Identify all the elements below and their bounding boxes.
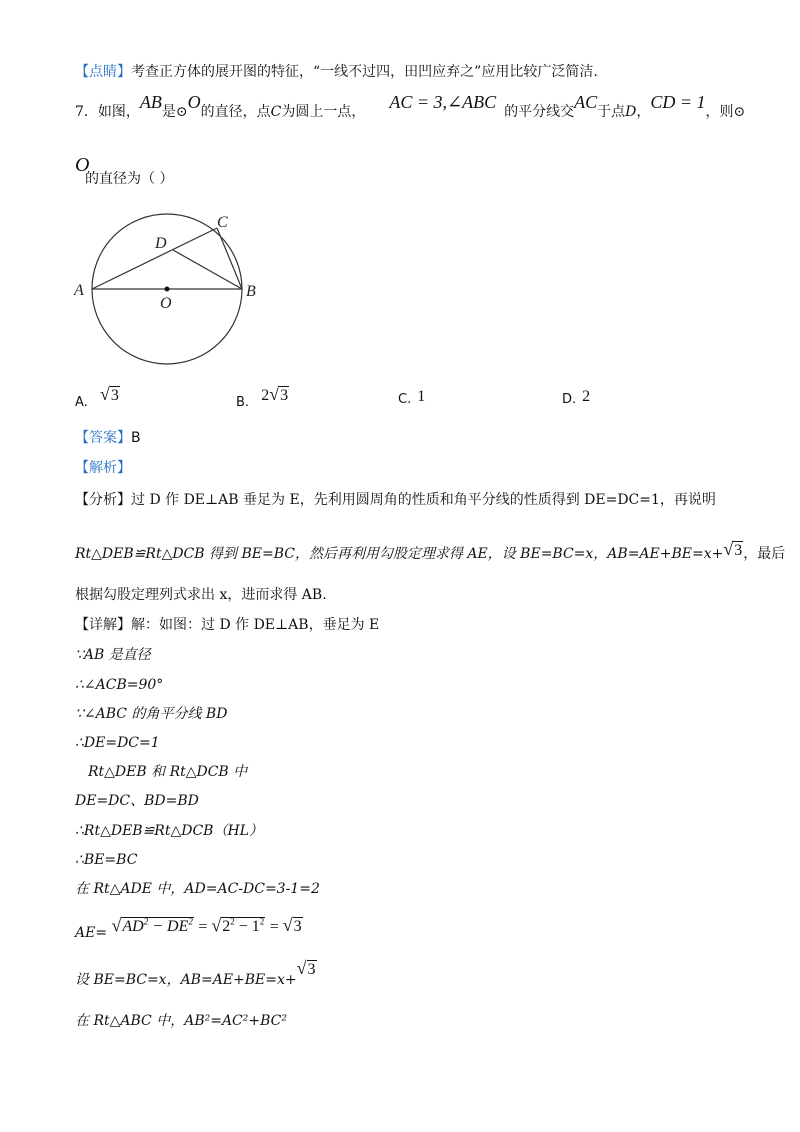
option-d[interactable] bbox=[562, 390, 590, 408]
question-ac: AC bbox=[574, 92, 598, 112]
option-d-value: 2 bbox=[582, 388, 591, 405]
fenxi-bracket: 【分析】 bbox=[75, 492, 131, 508]
formula-root-2: $√2^2 - 1^2$ bbox=[211, 915, 265, 936]
answer-bracket: 【答案】 bbox=[75, 430, 131, 446]
question-ab: AB bbox=[139, 92, 162, 112]
label-a: A bbox=[74, 282, 84, 299]
label-d: D bbox=[155, 235, 167, 252]
detail-bracket: 【详解】 bbox=[75, 617, 131, 633]
detail-head-text: 解：如图：过 D 作 DE⊥AB，垂足为 E bbox=[131, 617, 380, 633]
step-6: DE=DC、BD=BD bbox=[75, 793, 199, 809]
option-b-coef: 2 bbox=[261, 387, 270, 404]
step-11-root: 3 bbox=[307, 961, 316, 978]
label-b: B bbox=[246, 283, 256, 300]
question-condition: AC = 3,∠ABC bbox=[389, 92, 497, 112]
step-11-text: 设 BE=BC=x，AB=AE+BE=x+ bbox=[75, 972, 297, 988]
fenxi-text-2b: ，最后 bbox=[743, 546, 786, 562]
step-11-sqrt: √3 bbox=[296, 958, 316, 978]
detail-head bbox=[75, 615, 379, 635]
question-text: 于点 bbox=[597, 104, 626, 120]
step-5: Rt△DEB 和 Rt△DCB 中 bbox=[88, 764, 248, 780]
center-point bbox=[165, 287, 170, 292]
question-line-1 bbox=[75, 92, 746, 126]
label-c: C bbox=[217, 214, 228, 231]
option-a-label: A. bbox=[75, 395, 88, 410]
step-11 bbox=[75, 958, 317, 991]
question-text: ， bbox=[636, 104, 651, 120]
question-text: 为圆上一点， bbox=[281, 104, 366, 120]
formula-ad: AD bbox=[122, 918, 144, 936]
option-c-label: C. bbox=[398, 392, 412, 407]
question-text: 的平分线交 bbox=[504, 104, 575, 120]
step-4: ∴DE=DC=1 bbox=[75, 735, 160, 751]
question-c: C bbox=[270, 104, 282, 120]
fenxi-root: 3 bbox=[734, 542, 743, 559]
step-10-formula: $AE= √AD^2 - DE^2 = √2^2 - 1^2 = √3$ bbox=[75, 912, 303, 942]
option-b-value: 2√3 bbox=[261, 384, 289, 404]
option-c-value: 1 bbox=[417, 388, 426, 405]
step-8: ∴BE=BC bbox=[75, 852, 138, 868]
answer-line bbox=[75, 428, 141, 448]
formula-one: 1 bbox=[251, 918, 260, 936]
step-7: ∴Rt△DEB≌Rt△DCB（HL） bbox=[75, 823, 263, 839]
fenxi-text-2: Rt△DEB≌Rt△DCB 得到 BE=BC，然后再利用勾股定理求得 AE，设 BE=BC=x，AB=AE+BE=x+ bbox=[75, 546, 724, 562]
fenxi-line-2 bbox=[75, 539, 786, 565]
option-a-value: √3 bbox=[99, 384, 119, 404]
option-a-root: 3 bbox=[110, 387, 119, 404]
question-text: 的直径为（ ） bbox=[85, 171, 174, 187]
tip-text: 考查正方体的展开图的特征，“一线不过四，田凹应弃之”应用比较广泛简洁. bbox=[131, 64, 598, 80]
step-1: ∵AB 是直径 bbox=[75, 647, 151, 663]
option-b-root: 3 bbox=[280, 387, 289, 404]
formula-two: 2 bbox=[222, 918, 231, 936]
option-a[interactable] bbox=[75, 384, 120, 411]
formula-three: 3 bbox=[293, 918, 302, 936]
question-cd: CD = 1 bbox=[650, 92, 706, 112]
question-text: 是⊙ bbox=[161, 104, 188, 120]
question-o2: O bbox=[75, 154, 90, 176]
formula-de: DE bbox=[167, 918, 189, 936]
step-3: ∵∠ABC 的角平分线 BD bbox=[75, 706, 228, 722]
circle-figure bbox=[70, 205, 280, 370]
tip-bracket: 【点睛】 bbox=[75, 64, 131, 80]
tip-line bbox=[75, 62, 598, 82]
formula-root-1: $√AD^2 - DE^2$ bbox=[111, 915, 193, 936]
question-text: 的直径，点 bbox=[200, 104, 271, 120]
question-o: O bbox=[187, 92, 201, 112]
fenxi-sqrt: √3 bbox=[723, 539, 743, 559]
option-b[interactable] bbox=[236, 384, 289, 411]
analysis-heading: 【解析】 bbox=[75, 460, 131, 476]
step-9: 在 Rt△ADE 中，AD=AC-DC=3-1=2 bbox=[75, 881, 320, 897]
answer-value: B bbox=[131, 430, 141, 446]
option-b-label: B. bbox=[236, 395, 250, 410]
formula-root-3: √3 bbox=[282, 915, 302, 936]
step-12: 在 Rt△ABC 中，AB²=AC²+BC² bbox=[75, 1013, 287, 1029]
chord-cb bbox=[217, 228, 242, 289]
step-2: ∴∠ACB=90° bbox=[75, 677, 164, 693]
formula-ae: AE= bbox=[75, 925, 108, 942]
fenxi-line-1 bbox=[75, 490, 716, 510]
question-number: 7．如图， bbox=[75, 104, 140, 120]
question-d: D bbox=[625, 104, 637, 120]
fenxi-text-1: 过 D 作 DE⊥AB 垂足为 E，先利用圆周角的性质和角平分线的性质得到 DE=DC=1，再说明 bbox=[131, 492, 716, 508]
bisector-bd bbox=[173, 250, 242, 289]
label-o: O bbox=[160, 295, 172, 312]
fenxi-line-3: 根据勾股定理列式求出 x，进而求得 AB. bbox=[75, 587, 327, 603]
option-c[interactable] bbox=[398, 390, 425, 408]
question-text: ，则⊙ bbox=[705, 104, 746, 120]
option-d-label: D. bbox=[562, 392, 577, 407]
